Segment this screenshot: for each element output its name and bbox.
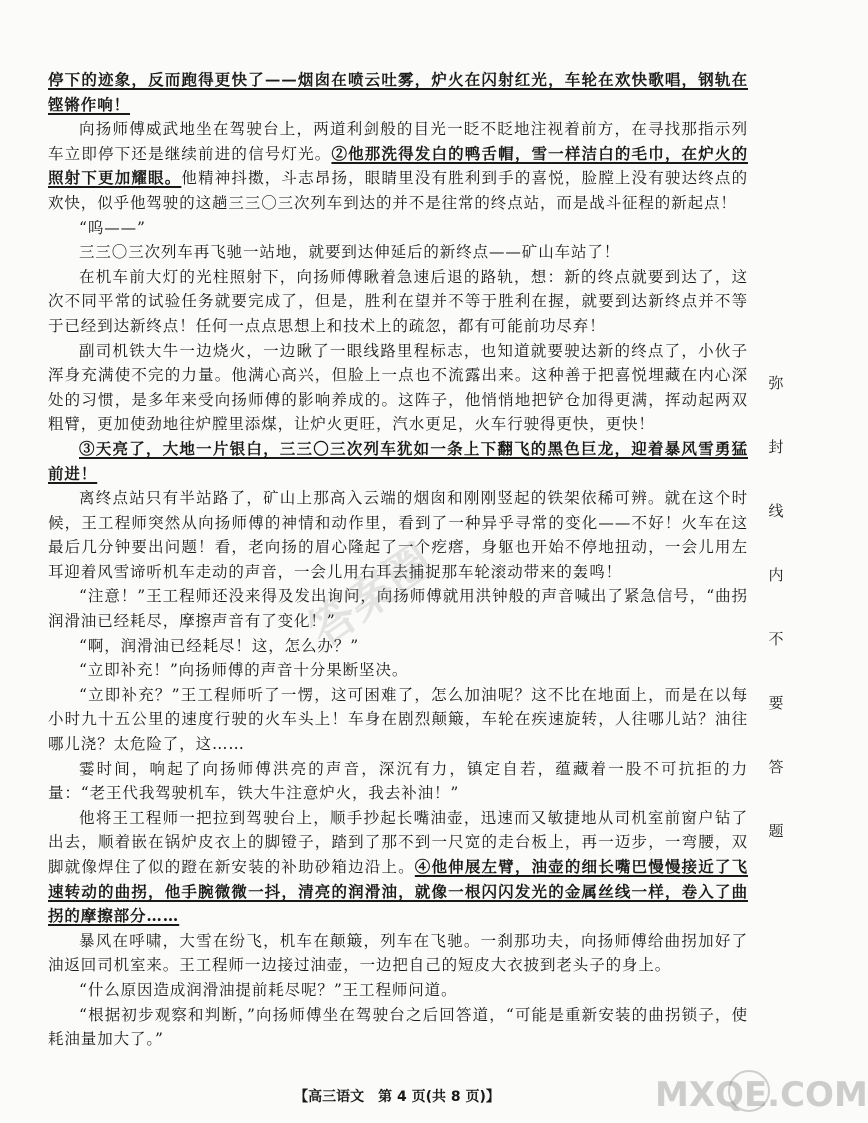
- paragraph: [48, 978, 748, 1003]
- text-run: 副司机铁大牛一边烧火，一边瞅了一眼线路里程标志，也知道就要驶达新的终点了，小伙子浑身充满使不完的力量。他满心高兴，但脸上一点也不流露出来。这种善于把喜悦埋藏在内心深处的习惯，是多年来受向扬师傅的影响养成的。这阵子，他悄悄地把铲仓加得更满，挥动起两双粗臂，更加使劲地往炉膛里添煤，让炉火更旺，汽水更足，火车行驶得更快，更快！: [48, 341, 748, 434]
- underlined-sentence: ②他那洗得发白的鸭舌帽，雪一样洁白的毛巾，在炉火的照射下更加耀眼。: [48, 143, 748, 188]
- page-footer: 【高三语文 第 4 页(共 8 页)】: [294, 1089, 500, 1105]
- seal-line-char: 不: [768, 630, 784, 648]
- paragraph: [48, 486, 748, 584]
- text-run: 向扬师傅威武地坐在驾驶台上，两道利剑般的目光一眨不眨地注视着前方，在寻找那指示列车立即停下还是继续前进的信号灯光。: [48, 120, 748, 163]
- text-run: “呜——”: [79, 218, 146, 237]
- text-run: 他精神抖擞，斗志昂扬，眼睛里没有胜利到手的喜悦，脸膛上没有驶达终点的欢快，似乎他驾驶的这趟三三〇三次列车到达的并不是往常的终点站，而是战斗征程的新起点！: [48, 169, 748, 212]
- text-run: 离终点站只有半站路了，矿山上那高入云端的烟囱和刚刚竖起的铁架依稀可辨。就在这个时候，王工程师突然从向扬师傅的神情和动作里，看到了一种异乎寻常的变化——不好！火车在这最后几分钟要出问题！看，老向扬的眉心隆起了一个疙瘩，身躯也开始不停地扭动，一会儿用左耳迎着风雪谛听机车走动的声音，一会儿用右耳去捕捉那车轮滚动带来的轰鸣！: [48, 489, 748, 581]
- text-run: “注意！”王工程师还没来得及发出询问，向扬师傅就用洪钟般的声音喊出了紧急信号，“曲拐润滑油已经耗尽，摩擦声音有了变化！”: [48, 587, 748, 631]
- paragraph: [48, 437, 748, 486]
- text-run: “立即补充？”王工程师听了一愣，这可困难了，怎么加油呢？这不比在地面上，而是在以每小时九十五公里的速度行驶的火车头上！车身在剧烈颠簸，车轮在疾速旋转，人往哪儿站？油往哪儿浇？太危险了，这……: [48, 685, 748, 754]
- paragraph: [48, 584, 748, 633]
- underlined-sentence: ④他伸展左臂，油壶的细长嘴巴慢慢接近了飞速转动的曲拐，他手腕微微一抖，清亮的润滑油，就像一根闪闪发光的金属丝线一样，卷入了曲拐的摩擦部分……: [48, 857, 748, 926]
- seal-line-char: 弥: [768, 374, 784, 392]
- paragraph: [48, 634, 748, 659]
- seal-line-char: 要: [768, 694, 784, 712]
- paragraph: [48, 929, 748, 978]
- paragraph: [48, 117, 748, 215]
- paragraph: [48, 658, 748, 683]
- paragraph: [48, 1003, 748, 1052]
- text-run: 霎时间，响起了向扬师傅洪亮的声音，深沉有力，镇定自若，蕴藏着一股不可抗拒的力量：“老王代我驾驶机车，铁大牛注意炉火，我去补油！”: [48, 759, 748, 803]
- underlined-sentence: 停下的迹象，反而跑得更快了——烟囱在喷云吐雾，炉火在闪射红光，车轮在欢快歌唱，钢轨在铿锵作响！: [48, 70, 748, 114]
- paragraph: [48, 683, 748, 757]
- seal-line-char: 题: [768, 822, 784, 840]
- watermark-text: MXQE.COM: [655, 1075, 868, 1115]
- seal-line-char: 内: [768, 566, 784, 584]
- paragraph: [48, 216, 748, 241]
- document-body: [48, 68, 748, 1052]
- seal-line-notice: [766, 372, 786, 841]
- watermark-seal-icon: [728, 1070, 770, 1112]
- text-run: “根据初步观察和判断，”向扬师傅坐在驾驶台之后回答道，“可能是重新安装的曲拐锁子，使耗油量加大了。”: [48, 1005, 748, 1049]
- text-run: 暴风在呼啸，大雪在纷飞，机车在颠簸，列车在飞驰。一刹那功夫，向扬师傅给曲拐加好了油返回司机室来。王工程师一边接过油壶，一边把自己的短皮大衣披到老头子的身上。: [48, 931, 748, 975]
- text-run: 在机车前大灯的光柱照射下，向扬师傅瞅着急速后退的路轨，想：新的终点就要到达了，这次不同平常的试验任务就要完成了，但是，胜利在望并不等于胜利在握，就要到达新终点并不等于已经到达新终点！任何一点点思想上和技术上的疏忽，都有可能前功尽弃！: [48, 267, 748, 335]
- paragraph: [48, 265, 748, 339]
- seal-line-char: 线: [768, 502, 784, 520]
- paragraph: [48, 806, 748, 929]
- watermark-faint: 答案圈: [298, 533, 443, 658]
- paragraph: [48, 339, 748, 437]
- paragraph: [48, 68, 748, 117]
- text-run: “立即补充！”向扬师傅的声音十分果断坚决。: [79, 661, 409, 680]
- text-run: 他将王工程师一把拉到驾驶台上，顺手抄起长嘴油壶，迅速而又敏捷地从司机室前窗户钻了出去，顺着嵌在锅炉皮衣上的脚镫子，踏到了那不到一尺宽的走台板上，再一迈步，一弯腰，双脚就像焊住了似的蹬在新安装的补助砂箱边沿上。: [48, 808, 748, 876]
- seal-line-char: 答: [768, 758, 784, 776]
- text-run: 三三〇三次列车再飞驰一站地，就要到达伸延后的新终点——矿山车站了！: [79, 243, 621, 262]
- text-run: “啊，润滑油已经耗尽！这，怎么办？”: [79, 636, 360, 655]
- underlined-sentence: ③天亮了，大地一片银白，三三〇三次列车犹如一条上下翻飞的黑色巨龙，迎着暴风雪勇猛前进！: [48, 438, 748, 483]
- seal-line-char: 封: [768, 438, 784, 456]
- text-run: “什么原因造成润滑油提前耗尽呢？”王工程师问道。: [79, 980, 458, 999]
- paragraph: [48, 240, 748, 265]
- paragraph: [48, 757, 748, 806]
